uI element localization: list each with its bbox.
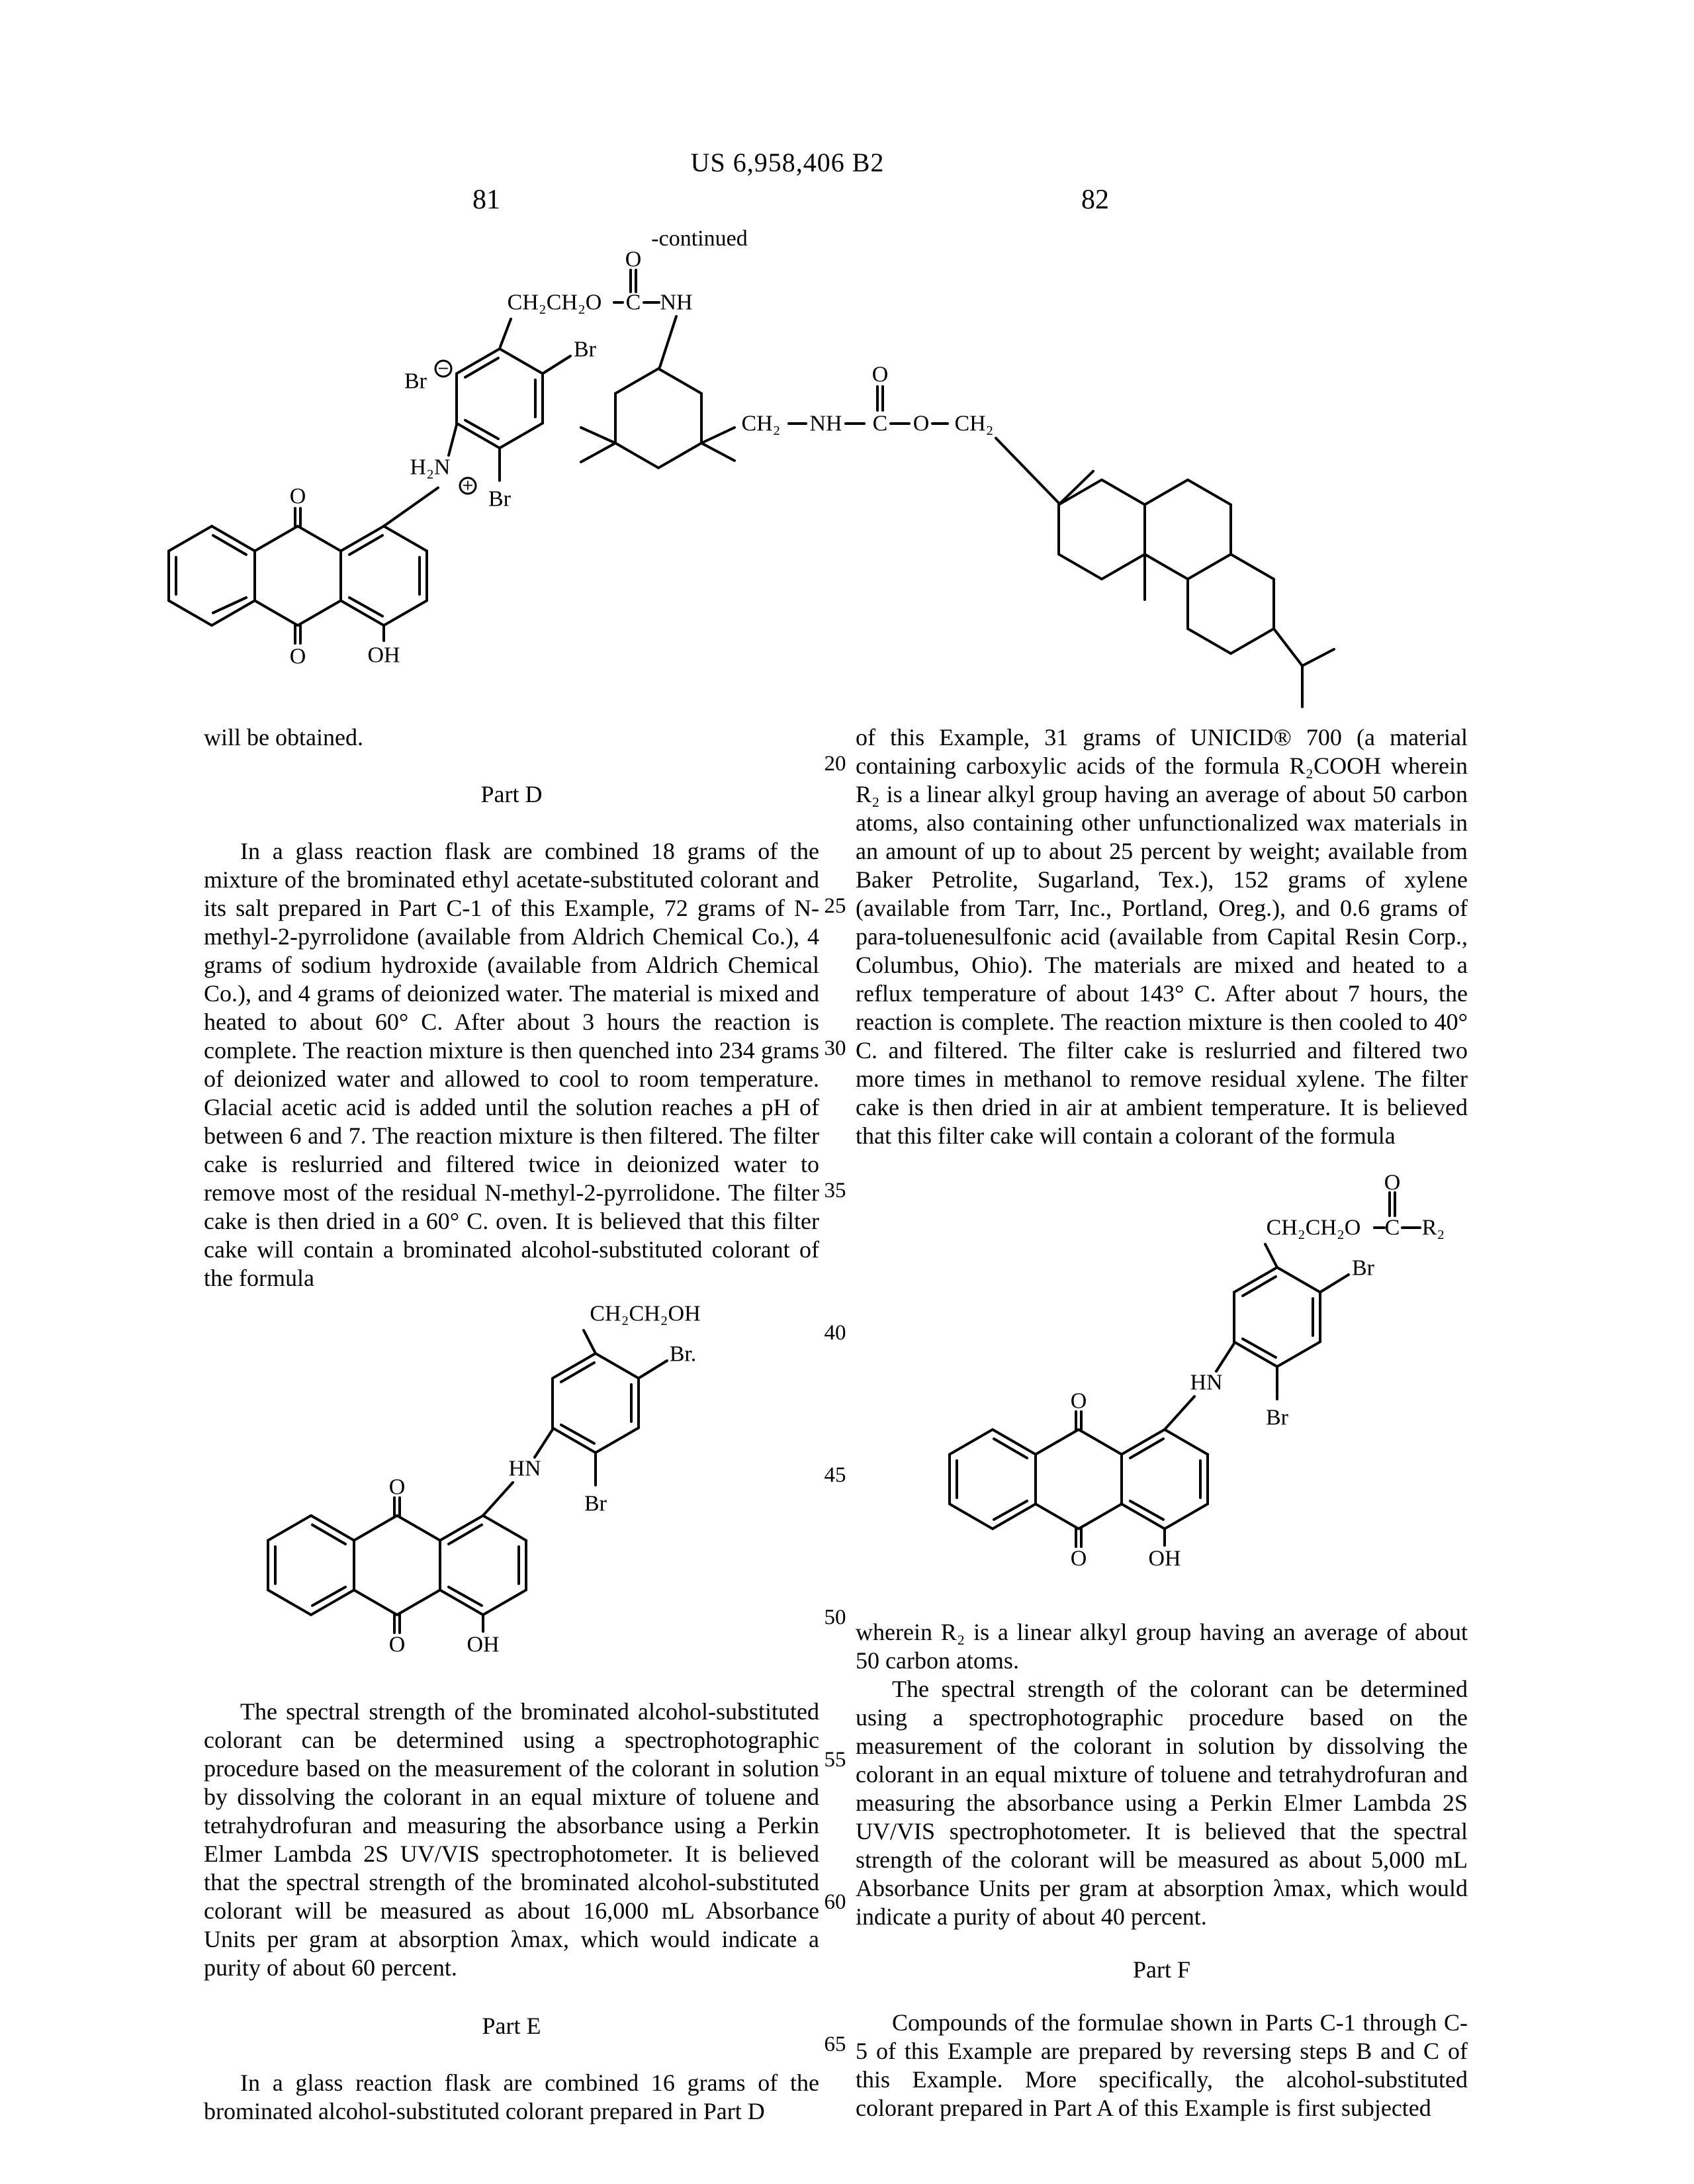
acyl-c-label: C: [1384, 1215, 1400, 1240]
carbamate-c-label: C: [625, 290, 641, 315]
part-d-paragraph: In a glass reaction flask are combined 18 grams of the mixture of the brominated ethyl acetate-substituted colorant and its salt prepared in Part C-1 of this Example, 72 grams of N-methyl-2-pyrrolidone (available from Aldrich Chemical Co.), 4 grams of sodium hydroxide (available from Aldrich Chemical Co.), and 4 grams of deionized water. The material is mixed and heated to about 60° C. After about 3 hours the reaction is complete. The reaction mixture is then quenched into 234 grams of deionized water and allowed to cool to room temperature. Glacial acetic acid is added until the solution reaches a pH of between 6 and 7. The reaction mixture is then filtered. The filter cake is reslurried and filtered twice in deionized water to remove most of the residual N-methyl-2-pyrrolidone. The filter cake is then dried in a 60° C. oven. It is believed that this filter cake will contain a brominated alcohol-substituted colorant of the formula: [204, 838, 819, 1291]
nh-link-label: NH: [809, 411, 842, 436]
line-number-55: 55: [824, 1748, 846, 1772]
patent-number-header: US 6,958,406 B2: [690, 148, 885, 177]
right-colorant-structure-figure: [926, 1158, 1476, 1588]
ch2-link-label: CH₂: [741, 411, 781, 436]
chain-label: CH₂CH₂O: [507, 290, 602, 315]
line-number-25: 25: [824, 894, 846, 918]
line-number-60: 60: [824, 1890, 846, 1914]
br-bottom-label: Br: [1266, 1405, 1288, 1430]
top-structure-bonds: [169, 270, 1334, 707]
ester-o-label: O: [913, 411, 930, 436]
part-e-heading: Part E: [482, 2013, 541, 2039]
plus-charge-label: +: [461, 477, 474, 494]
oh-label: OH: [1148, 1546, 1181, 1571]
right-spectral-paragraph: The spectral strength of the colorant can be determined using a spectrophotographic procedure based on the measurement of the colorant in solution by dissolving the colorant in an equal mixture of toluene and tetrahydrofuran and measuring the absorbance using a Perkin Elmer Lambda 2S UV/VIS spectrophotometer. It is believed that the spectral strength of the colorant will be measured as about 5,000 mL Absorbance Units per gram at absorption λmax, which would indicate a purity of about 40 percent.: [856, 1676, 1468, 1930]
quinone-o-top-label: O: [1070, 1388, 1087, 1414]
br-top-label: Br: [1352, 1255, 1374, 1281]
part-e-paragraph: In a glass reaction flask are combined 16 grams of the brominated alcohol-substituted colorant prepared in Part D: [204, 2070, 819, 2124]
unicid-paragraph: of this Example, 31 grams of UNICID® 700 (a material containing carboxylic acids of the formula R₂COOH wherein R₂ is a linear alkyl group having an average of about 50 carbon atoms, also containing other unfunctionalized wax materials in an amount of up to about 25 percent by weight; available from Baker Petrolite, Sugarland, Tex.), 152 grams of xylene (available from Tarr, Inc., Portland, Oreg.), and 0.6 grams of para-toluenesulfonic acid (available from Capital Resin Corp., Columbus, Ohio). The materials are mixed and heated to a reflux temperature of about 143° C. After about 7 hours, the reaction is complete. The reaction mixture is then cooled to 40° C. and filtered. The filter cake is reslurried and filtered two more times in methanol to remove residual xylene. The filter cake is then dried in air at ambient temperature. It is believed that this filter cake will contain a colorant of the formula: [856, 724, 1468, 1149]
carbamate2-c-label: C: [872, 411, 888, 436]
line-number-20: 20: [824, 752, 846, 776]
page-number-right: 82: [1081, 185, 1109, 215]
quinone-o-top-label: O: [289, 484, 306, 509]
carbamate-nh-label: NH: [660, 290, 693, 315]
ammonium-label: H₂N: [410, 455, 451, 480]
line-number-35: 35: [824, 1179, 846, 1203]
ch2-ester-label: CH₂: [954, 411, 994, 436]
continued-label: -continued: [651, 226, 748, 251]
page-number-left: 81: [472, 185, 500, 215]
part-f-heading: Part F: [1132, 1956, 1190, 1983]
br-top-label: Br.: [669, 1342, 697, 1367]
carbamate2-o-label: O: [871, 362, 889, 387]
carbamate-o-label: O: [625, 247, 642, 272]
top-colorant-structure-figure: [119, 245, 1403, 721]
wherein-paragraph: wherein R₂ is a linear alkyl group having an average of about 50 carbon atoms.: [856, 1619, 1468, 1674]
quinone-o-top-label: O: [388, 1475, 406, 1500]
quinone-o-bottom-label: O: [289, 644, 306, 669]
hn-label: HN: [1190, 1370, 1223, 1395]
oh-label: OH: [467, 1632, 500, 1657]
ester-chain-label: CH₂CH₂O: [1266, 1215, 1361, 1240]
left-spectral-paragraph: The spectral strength of the brominated alcohol-substituted colorant can be determined using a spectrophotographic procedure based on the measurement of the colorant in solution by dissolving the colorant in an equal mixture of toluene and tetrahydrofuran and measuring the absorbance using a Perkin Elmer Lambda 2S UV/VIS spectrophotometer. It is believed that the spectral strength of the brominated alcohol-substituted colorant will be measured as about 16,000 mL Absorbance Units per gram at absorption λmax, which would indicate a purity of about 60 percent.: [204, 1698, 819, 1981]
middle-structure-labels: [389, 1302, 701, 1657]
middle-colorant-structure-figure: [251, 1291, 741, 1674]
middle-structure-bonds: [268, 1330, 667, 1633]
oh-label: OH: [367, 643, 400, 668]
r2-label: R₂: [1421, 1215, 1445, 1240]
line-number-65: 65: [824, 2032, 846, 2056]
quinone-o-bottom-label: O: [388, 1632, 406, 1657]
left-intro-text: will be obtained.: [204, 724, 363, 751]
br-bottom-label: Br: [584, 1491, 607, 1516]
hydroxyethyl-chain-label: CH₂CH₂OH: [590, 1301, 701, 1326]
bromide-counterion-label: Br: [404, 369, 427, 394]
line-number-45: 45: [824, 1463, 846, 1487]
right-structure-labels: [1071, 1171, 1445, 1571]
quinone-o-bottom-label: O: [1070, 1546, 1087, 1571]
part-f-paragraph: Compounds of the formulae shown in Parts C-1 through C-5 of this Example are prepared by reversing steps B and C of this Example. More specifically, the alcohol-substituted colorant prepared in Part A of this Example is first subjected: [856, 2009, 1468, 2121]
line-number-40: 40: [824, 1321, 846, 1345]
hn-label: HN: [508, 1456, 541, 1481]
acyl-o-label: O: [1384, 1170, 1401, 1195]
br-top-label: Br: [574, 337, 596, 362]
part-d-heading: Part D: [480, 781, 543, 807]
right-structure-bonds: [950, 1193, 1420, 1547]
line-number-30: 30: [824, 1036, 846, 1060]
line-number-50: 50: [824, 1606, 846, 1629]
minus-charge-label: −: [437, 360, 450, 377]
br-bottom-label: Br: [488, 486, 511, 512]
